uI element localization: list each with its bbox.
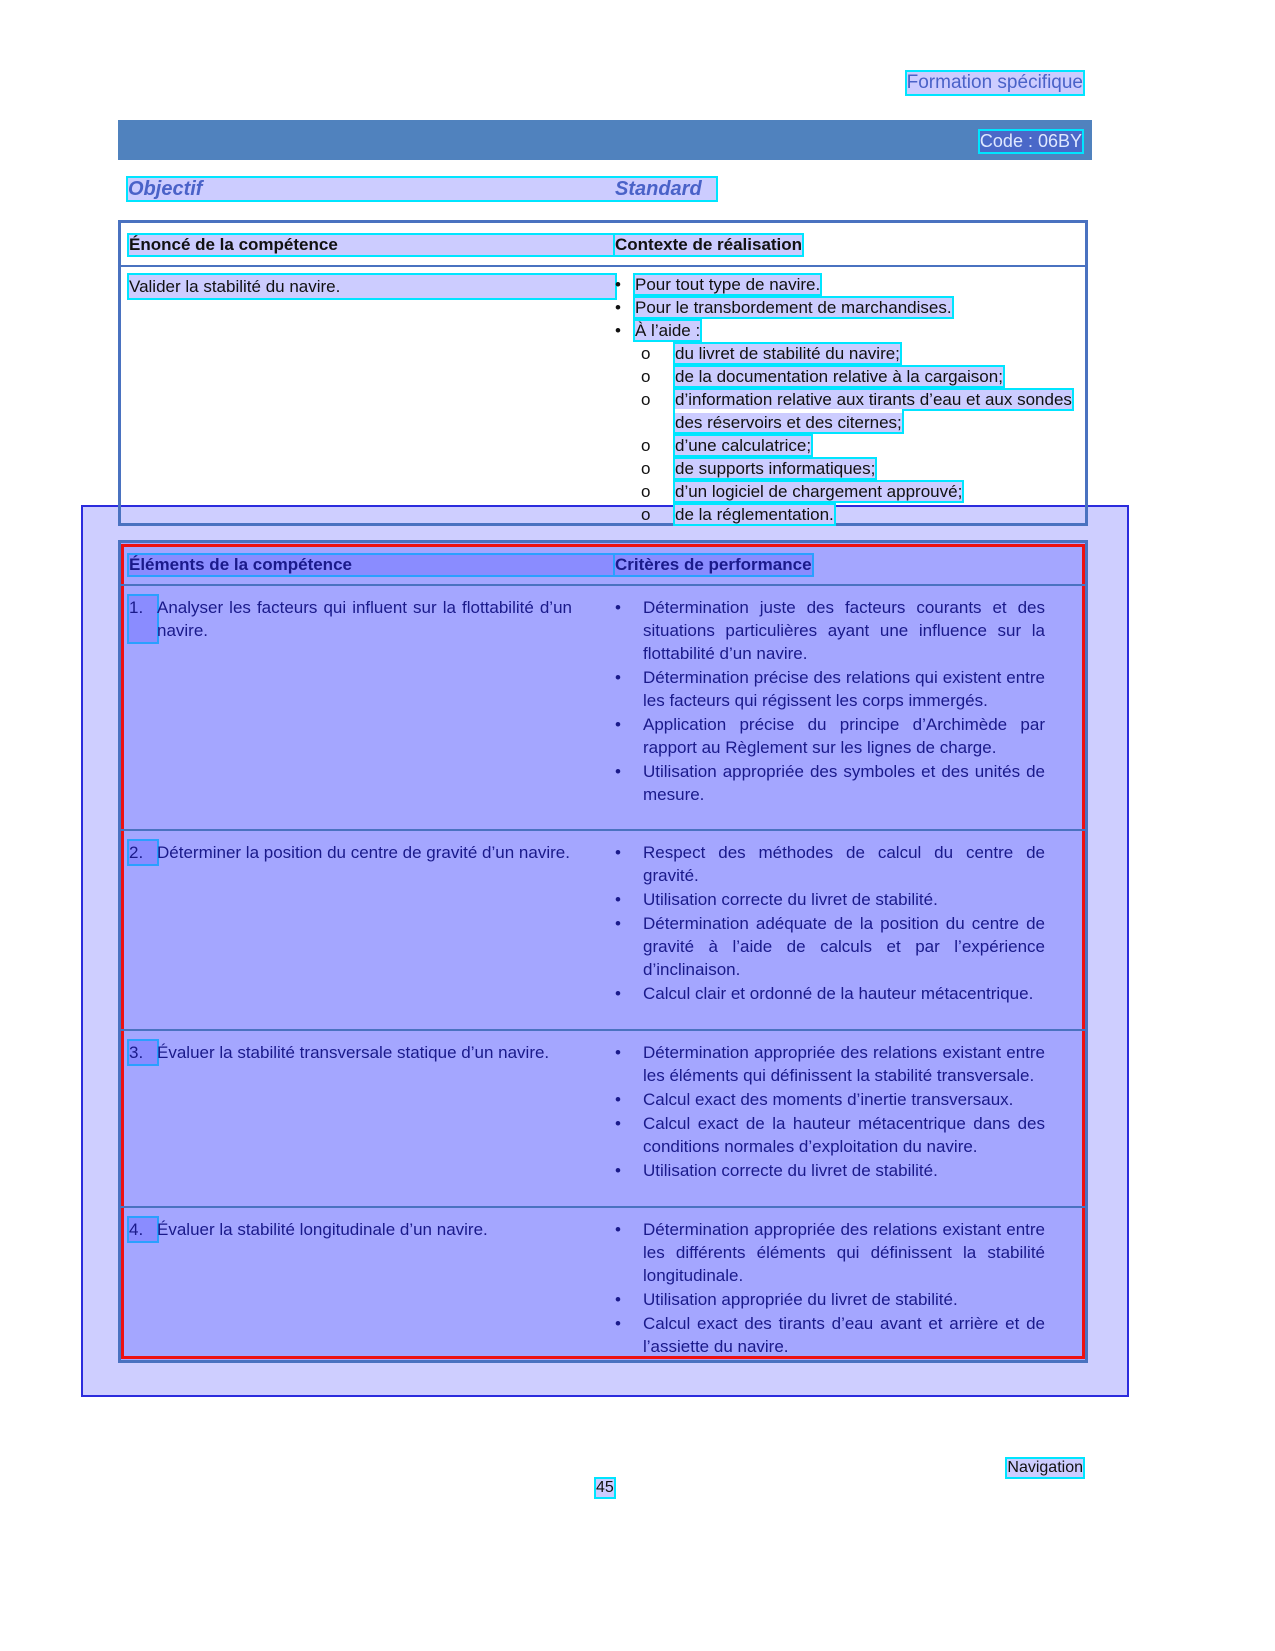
enonce-text: Valider la stabilité du navire. [129, 275, 615, 298]
criterion-text: Utilisation appropriée des symboles et des unités de mesure. [643, 762, 1045, 804]
criteria-list [615, 841, 1045, 1006]
table-row [121, 831, 1085, 1031]
context-text: d’une calculatrice; [675, 436, 812, 455]
context-item [615, 388, 1075, 434]
bullet-icon: • [615, 1314, 621, 1333]
bullet-icon: • [615, 1090, 621, 1109]
criterion-text: Détermination juste des facteurs courants et des situations particulières ayant une influence sur la flottabilité d’un navire. [643, 598, 1045, 663]
context-text: de la réglementation. [675, 505, 834, 524]
context-text: du livret de stabilité du navire; [675, 344, 900, 363]
context-text: Pour tout type de navire. [635, 275, 821, 294]
context-item [615, 342, 1075, 365]
table-row [121, 586, 1085, 831]
bullet-icon: • [615, 321, 621, 340]
criterion-text: Détermination appropriée des relations existant entre les éléments qui définissent la stabilité transversale. [643, 1043, 1045, 1085]
element-cell [129, 841, 581, 864]
criterion-item [615, 1312, 1045, 1358]
context-item [615, 296, 1075, 319]
criterion-text: Utilisation correcte du livret de stabilité. [643, 890, 938, 909]
col-contexte: Contexte de réalisation [615, 235, 803, 254]
bullet-icon: • [615, 1220, 621, 1239]
criterion-text: Respect des méthodes de calcul du centre de gravité. [643, 843, 1045, 885]
criterion-item [615, 760, 1045, 806]
competency-code: Code : 06BY [979, 131, 1082, 151]
context-list [615, 273, 1075, 526]
criterion-text: Détermination précise des relations qui existent entre les facteurs qui régissent les corps immergés. [643, 668, 1045, 710]
competency-statement-table [118, 220, 1088, 526]
context-text: de supports informatiques; [675, 459, 876, 478]
navigation-link[interactable]: Navigation [1007, 1459, 1083, 1476]
criterion-item [615, 1088, 1045, 1111]
criterion-item [615, 596, 1045, 665]
context-text: À l’aide : [635, 321, 701, 340]
col-enonce: Énoncé de la compétence [129, 235, 615, 255]
context-item [615, 365, 1075, 388]
bullet-icon: o [641, 459, 651, 478]
bullet-icon: o [641, 482, 651, 501]
criterion-item [615, 1159, 1045, 1182]
element-text: Évaluer la stabilité transversale statique d’un navire. [157, 1043, 550, 1062]
col-elements: Éléments de la compétence [129, 555, 615, 575]
table-row [121, 1031, 1085, 1208]
objective-standard-row [128, 178, 716, 200]
table-row [121, 1208, 1085, 1357]
criterion-item [615, 1288, 1045, 1311]
bullet-icon: • [615, 843, 621, 862]
element-text: Déterminer la position du centre de gravité d’un navire. [157, 843, 570, 862]
bullet-icon: o [641, 436, 651, 455]
section-title: Formation spécifique [906, 72, 1083, 93]
bullet-icon: o [641, 367, 651, 386]
bullet-icon: • [615, 984, 621, 1003]
bullet-icon: • [615, 1043, 621, 1062]
bullet-icon: • [615, 1290, 621, 1309]
criterion-item [615, 713, 1045, 759]
context-text: d’information relative aux tirants d’eau et aux sondes des réservoirs et des citernes; [675, 390, 1072, 432]
criterion-item [615, 888, 1045, 911]
criterion-text: Application précise du principe d’Archimède par rapport au Règlement sur les lignes de charge. [643, 715, 1045, 757]
context-item [615, 434, 1075, 457]
bullet-icon: • [615, 914, 621, 933]
bullet-icon: • [615, 1114, 621, 1133]
bullet-icon: • [615, 668, 621, 687]
context-item [615, 480, 1075, 503]
bullet-icon: • [615, 275, 621, 294]
context-text: Pour le transbordement de marchandises. [635, 298, 952, 317]
criteria-list [615, 596, 1045, 807]
standard-label: Standard [615, 178, 702, 200]
col-criteres: Critères de performance [615, 555, 812, 574]
criterion-item [615, 841, 1045, 887]
criterion-item [615, 666, 1045, 712]
criteria-list [615, 1218, 1045, 1359]
bullet-icon: • [615, 598, 621, 617]
context-text: de la documentation relative à la cargaison; [675, 367, 1003, 386]
bullet-icon: • [615, 1161, 621, 1180]
context-item [615, 503, 1075, 526]
criterion-text: Utilisation appropriée du livret de stabilité. [643, 1290, 958, 1309]
criterion-text: Calcul exact des moments d’inertie transversaux. [643, 1090, 1014, 1109]
bullet-icon: • [615, 762, 621, 781]
element-number: 2. [129, 841, 157, 864]
table-header [121, 543, 1085, 586]
bullet-icon: o [641, 344, 651, 363]
element-number: 3. [129, 1041, 157, 1064]
performance-criteria-table [118, 540, 1088, 1363]
element-cell [129, 596, 581, 642]
criteria-list [615, 1041, 1045, 1183]
page-number: 45 [596, 1479, 614, 1496]
context-item [615, 273, 1075, 296]
element-number: 1. [129, 596, 157, 642]
criterion-text: Calcul clair et ordonné de la hauteur métacentrique. [643, 984, 1034, 1003]
bullet-icon: o [641, 505, 651, 524]
context-item [615, 457, 1075, 480]
objectif-label: Objectif [128, 178, 203, 200]
bullet-icon: o [641, 390, 651, 409]
context-text: d’un logiciel de chargement approuvé; [675, 482, 963, 501]
element-text: Évaluer la stabilité longitudinale d’un navire. [157, 1220, 488, 1239]
criterion-item [615, 1218, 1045, 1287]
criterion-text: Détermination adéquate de la position du centre de gravité à l’aide de calculs et par l’expérience d’inclinaison. [643, 914, 1045, 979]
criterion-text: Calcul exact de la hauteur métacentrique dans des conditions normales d’exploitation du navire. [643, 1114, 1045, 1156]
criterion-item [615, 912, 1045, 981]
bullet-icon: • [615, 890, 621, 909]
criterion-text: Calcul exact des tirants d’eau avant et arrière et de l’assiette du navire. [643, 1314, 1045, 1356]
element-number: 4. [129, 1218, 157, 1241]
criterion-item [615, 1041, 1045, 1087]
criterion-item [615, 1112, 1045, 1158]
element-text: Analyser les facteurs qui influent sur la flottabilité d’un navire. [157, 598, 572, 640]
element-cell [129, 1218, 581, 1241]
criterion-text: Détermination appropriée des relations existant entre les différents éléments qui définissent la stabilité longitudinale. [643, 1220, 1045, 1285]
context-item [615, 319, 1075, 342]
header-bar [118, 120, 1092, 160]
bullet-icon: • [615, 715, 621, 734]
criterion-text: Utilisation correcte du livret de stabilité. [643, 1161, 938, 1180]
criterion-item [615, 982, 1045, 1005]
table-header [121, 223, 1085, 267]
element-cell [129, 1041, 581, 1064]
bullet-icon: • [615, 298, 621, 317]
